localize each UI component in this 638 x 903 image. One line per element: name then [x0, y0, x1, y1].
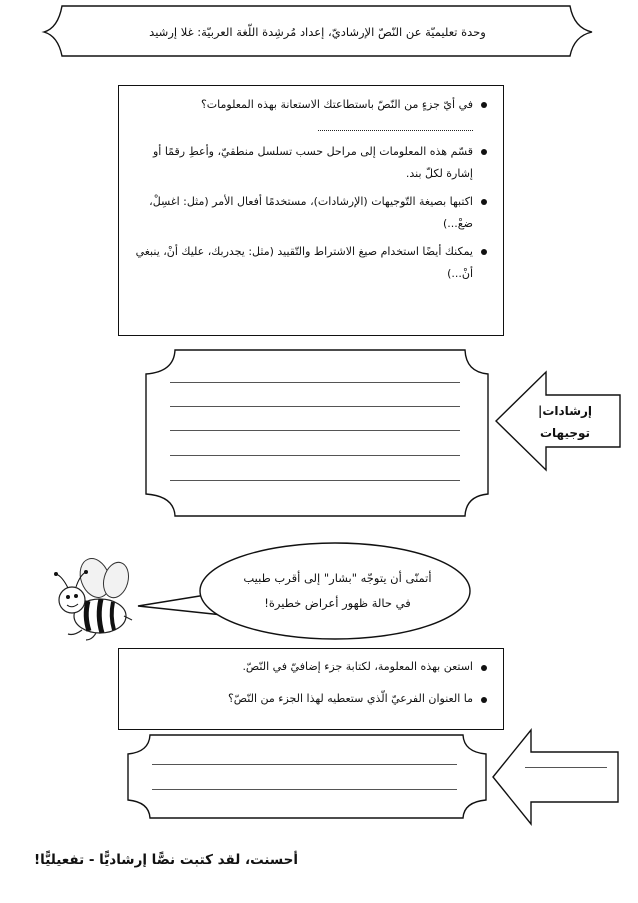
page-title: وحدة تعليميّة عن النّصّ الإرشاديّ، إعداد مُرشِدة اللّغة العربيّة: غلا إرشيد	[149, 25, 486, 39]
task-text: ما العنوان الفرعيّ الّذي ستعطيه لهذا الجزء من النّصّ؟	[227, 692, 473, 705]
instruction-text: اكتبها بصيغة التّوجيهات (الإرشادات)، مستخدمًا أفعال الأمر (مثل: اغسِلْ، ضعْ...)	[149, 195, 473, 230]
speech-line: في حالة ظهور أعراض خطيرة!	[264, 596, 411, 610]
speech-line: أتمنّى أن يتوجّه "بشار" إلى أقرب طبيب	[243, 571, 432, 585]
closing-text: أحسنت، لقد كتبت نصًّا إرشاديًّا - تفعيليًّا!	[34, 852, 298, 868]
arrow-label: إرشادات| توجيهات	[537, 404, 593, 440]
closing-message	[34, 852, 434, 868]
instruction-text: يمكنك أيضًا استخدام صيغ الاشتراط والتّقييد (مثل: يجدربك، عليك أنْ، ينبغي أنْ...)	[135, 245, 473, 280]
task-text: استعن بهذه المعلومة، لكتابة جزء إضافيّ في النّصّ.	[242, 660, 473, 673]
arrow-writing-line[interactable]	[525, 767, 607, 768]
instruction-text: قسّم هذه المعلومات إلى مراحل حسب تسلسل منطقيّ، وأعطِ رقمًا أو إشارة لكلّ بند.	[152, 145, 473, 180]
instruction-text: في أيّ جزءٍ من النّصّ باستطاعتك الاستعانة بهذه المعلومات؟	[200, 98, 473, 111]
